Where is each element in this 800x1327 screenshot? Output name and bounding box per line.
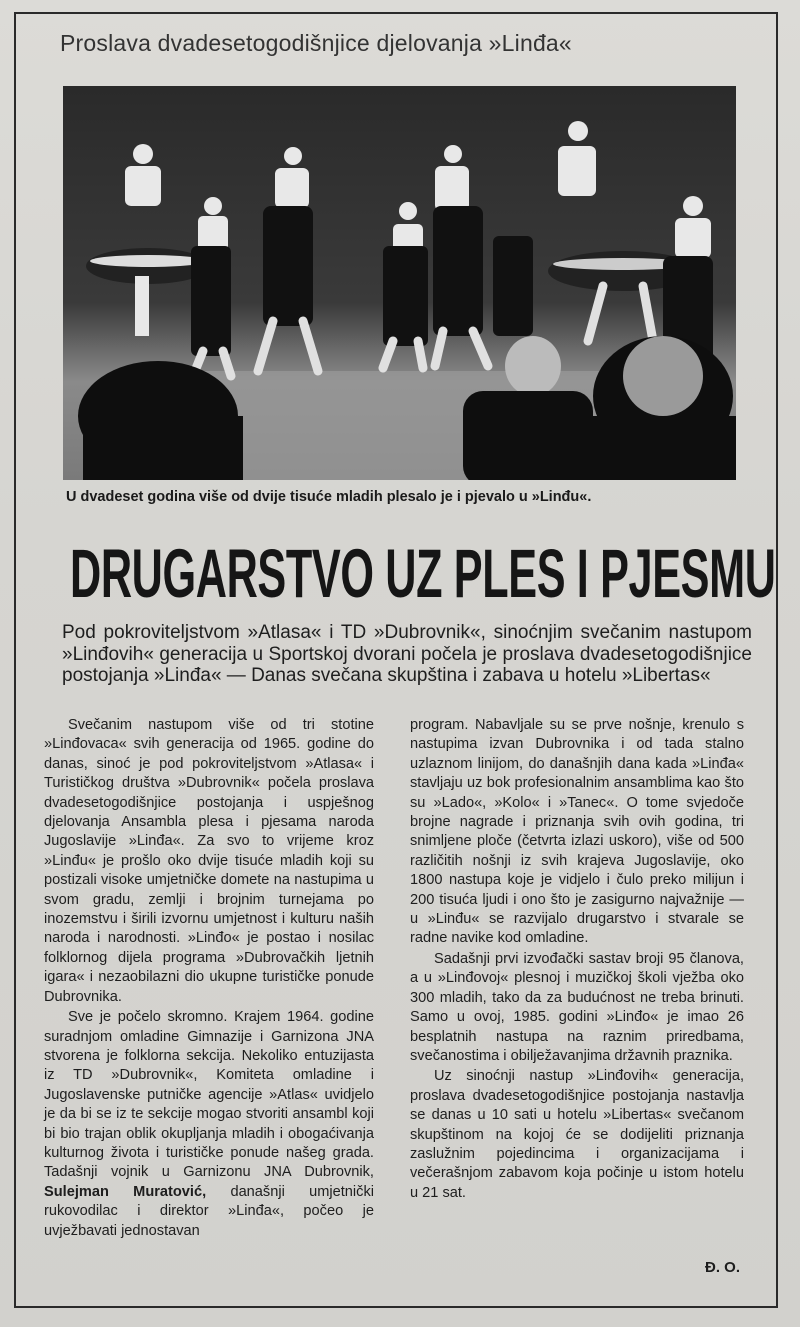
article-kicker: Proslava dvadesetogodišnjice djelovanja »Linđa« — [60, 30, 572, 56]
left-paragraph-2-text: Sve je počelo skromno. Krajem 1964. godine suradnjom omladine Gimnazije i Garnizona JNA stvorena je folklorna sekcija. Nekoliko entuzijasta iz TD »Dubrovnik«, Komiteta omladine i Jugoslavenske putničke agencije »Atlas« uvidjelo je da bi se iz te sekcije mogao stvoriti ansambl koji bi bio trajan oblik okupljanja mladih i obogaćivanja kulturnog života i turističke ponude našeg grada. Tadašnji vojnik u Garnizonu JNA Dubrovnik, — [44, 1009, 374, 1181]
lead-paragraph: Pod pokroviteljstvom »Atlasa« i TD »Dubrovnik«, sinoćnjim svečanim nastupom »Linđovih« generacija u Sportskoj dvorani počela je proslava dvadesetogodišnjice postojanja »Linđa« — Danas svečana skupština i zabava u hotelu »Libertas« — [62, 622, 752, 686]
left-paragraph-2 — [44, 1008, 374, 1241]
left-paragraph-1: Svečanim nastupom više od tri stotine »Linđovaca« svih generacija od 1965. godine do danas, sinoć je pod pokroviteljstvom »Atlasa« i Turističkog društva »Dubrovnik« počela proslava dvadesetogodišnjice postojanja i uspješnog djelovanja Ansambla plesa i pjesama naroda Jugoslavije »Linđa«. Za svo to vrijeme kroz »Linđu« je prošlo oko dvije tisuće mladih koji su postizali visoke umjetničke domete na nastupima u svom gradu, zemlji i brojnim turnejama po inozemstvu i širili izvornu umjetnost i kulturu naših naroda i narodnosti. »Linđo« je postao i nosilac folklornog dijela programa »Dubrovačkih ljetnih igara« i nezaobilazni dio ukupne turističke ponude Dubrovnika. — [44, 717, 374, 1005]
folk-dance-photo-illustration — [63, 86, 736, 480]
left-column — [44, 716, 374, 1241]
author-signature: Đ. O. — [705, 1259, 741, 1276]
right-paragraph-2: Sadašnji prvi izvođački sastav broji 95 članova, a u »Linđovoj« plesnoj i muzičkoj školi vježba oko 300 mladih, tako da za budućnost ne treba brinuti. Samo u ovoj, 1985. godini »Linđo« je imao 26 besplatnih nastupa na raznim priredbama, svečanostima i obilježavanjima državnih praznika. — [410, 950, 744, 1064]
left-paragraph-2-end: današnji umjetnički rukovodilac i direktor »Linđa«, počeo je uvježbavati jednostavan — [44, 1183, 374, 1239]
right-paragraph-3: Uz sinoćnji nastup »Linđovih« generacija, proslava dvadesetogodišnjice postojanja nastavlja se danas u 10 sati u hotelu »Libertas« svečanom skupštinom na kojoj će se dodijeliti priznanja zaslužnim pojedincima i organizacijama i večerašnjom zabavom koja počinje u istom hotelu u 21 sat. — [410, 1068, 744, 1201]
photo-caption: U dvadeset godina više od dvije tisuće mladih plesalo je i pjevalo u »Linđu«. — [66, 489, 592, 505]
folk-dance-photo — [63, 86, 736, 480]
person-name: Sulejman Muratović, — [44, 1183, 207, 1200]
headline: DRUGARSTVO UZ PLES I PJESMU — [70, 534, 776, 612]
right-column — [410, 716, 744, 1203]
right-paragraph-1: program. Nabavljale su se prve nošnje, krenulo s nastupima izvan Dubrovnika i od tada stalno uzlaznom linijom, do današnjih dana kada »Linđa« stavljaju uz bok profesionalnim ansamblima kao što su »Lado«, »Kolo« i »Tanec«. O tome svjedoče brojne nagrade i priznanja svih ovih godina, tri snimljene ploče (četvrta izlazi uskoro), više od 500 različitih nošnji iz svih krajeva Jugoslavije, oko 1800 nastupa koje je vidjelo i čulo preko milijun i 200 tisuća ljudi i ono što je zasigurno najvažnije — u »Linđu« se razvijalo drugarstvo i stvarale se radne navike kod omladine. — [410, 717, 744, 947]
